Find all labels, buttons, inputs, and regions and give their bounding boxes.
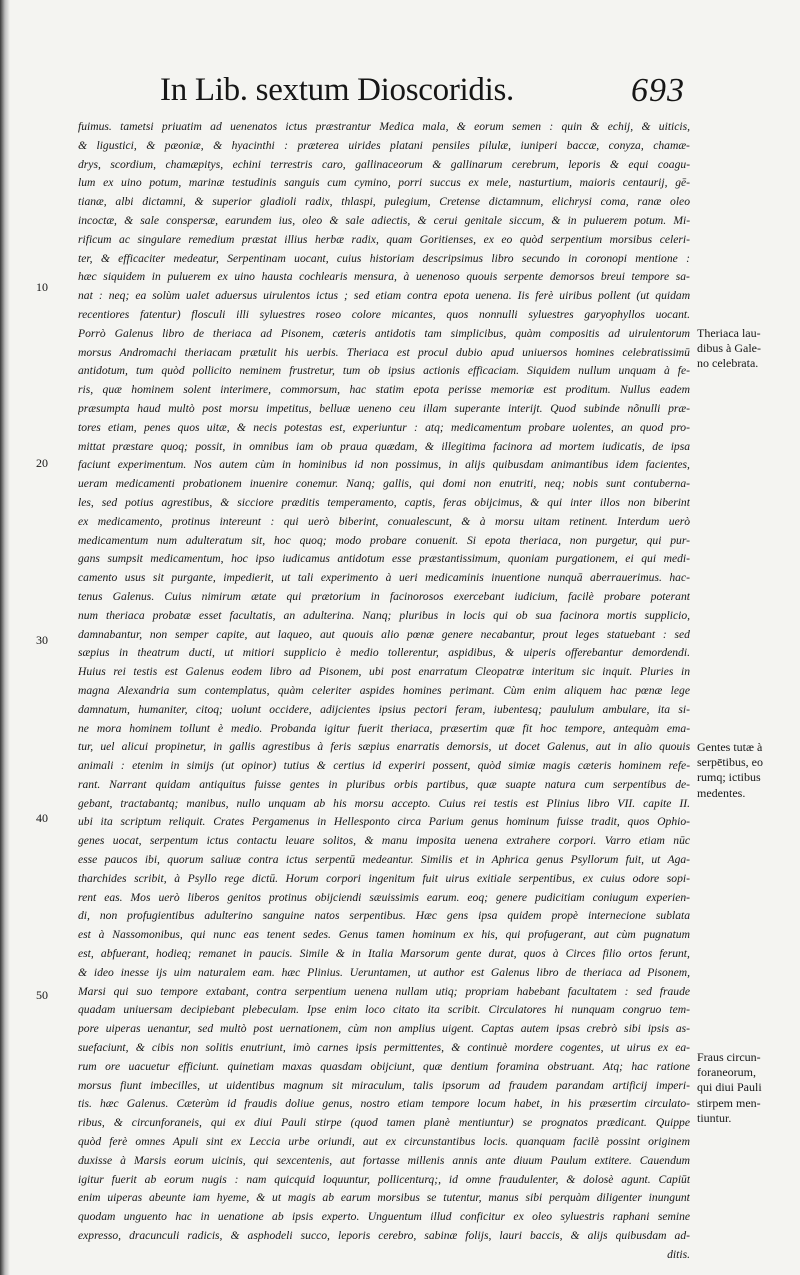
margin-note-line: foraneorum, — [697, 1065, 756, 1080]
page-edge-shadow — [0, 0, 10, 1275]
text-line: ditis. — [667, 1247, 690, 1261]
text-line: & ideo inesse ijs uim naturalem eam. hæc Plinius. Ueruntamen, ut author est Galenus libro de theriaca ad Pisonem, — [78, 965, 690, 979]
page-header — [160, 72, 685, 116]
text-line: Porrò Galenus libro de theriaca ad Pisonem, cæteris antidotis tam simplicibus, quàm compositis ad uirulentorum — [78, 326, 690, 340]
text-line: animali : etenim in simijs (ut opinor) tutius & certius id experiri possent, quòd simiæ magis cæteris hominem refe- — [78, 759, 690, 773]
margin-note-line: serpētibus, eo — [697, 755, 763, 770]
text-line: nat : neq; ea solùm ualet aduersus uirulentos ictus ; sed etiam contra epota uenena. Iis ferè uiribus pollent (ut quidam — [78, 289, 690, 303]
text-line: morsus fiunt imbecilles, ut uidentibus magnum sit miraculum, talis ipsorum ad fraudem parandam artificij imperi- — [78, 1078, 690, 1092]
text-line: ne mora hominem tollunt è medio. Probanda igitur fuerit theriaca, præsertim quæ fit hoc tempore, antequàm ema- — [78, 721, 690, 735]
text-line: rum ore uacuetur efficiunt. quinetiam maxas quasdam obijciunt, quæ dentium foramina obstruant. Atq; hac ratione — [78, 1059, 690, 1073]
line-number-50: 50 — [36, 988, 48, 1002]
text-line: rent eas. Mos uerò liberos genitos protinus obijciendi sæuissimis earum. eoq; genere pudicitiam coniugum experien- — [78, 890, 690, 904]
text-line: duxisse à Marsis eorum uicinis, qui sexcentenis, aut fortasse millenis annis ante diuum Paulum extitere. Cauendum — [78, 1153, 690, 1167]
text-line: enim uiperas abeunte iam hyeme, & ut magis ab earum morsibus se tutentur, manus sibi perquàm diligenter inungunt — [78, 1191, 690, 1205]
text-line: rant. Narrant quidam antiquitus fuisse gentes in pluribus orbis partibus, quæ suapte natura cum serpentibus de- — [78, 777, 690, 791]
page-number: 693 — [631, 72, 685, 109]
text-line: pore uiperas uenantur, sed multò post uernationem, cùm non amplius uigent. Captas autem ipsas crebrò sibi ipsis as- — [78, 1022, 690, 1036]
margin-note-line: medentes. — [697, 785, 746, 800]
text-line: recentiores fatentur) flosculi illi syluestres roseo colore micantes, quos nonnulli syluestres garyophyllos uocant. — [78, 307, 690, 321]
margin-note-line: dibus à Gale- — [697, 341, 761, 356]
text-line: camento usus sit purgante, impedierit, ut tali experimento à ueri medicaminis inuentione nunquā aberrauerimus. hac- — [78, 571, 690, 585]
text-line: gans sumpsit medicamentum, hoc ipso iudicamus antidotum esse præstantissimum, quoniam purgationem, ei qui medi- — [78, 552, 690, 566]
text-line: expresso, dracunculi radicis, & asphodeli succo, leporis cerebro, sabinæ folijs, lauri baccis, & alijs quibusdam ad- — [78, 1229, 690, 1243]
text-line: tenus Galenus. Cuius nimirum ætate qui prætorium in facinorosos exercebant iudicium, facilè probare poterant — [78, 589, 690, 603]
text-line: num theriaca probatæ esset facultatis, an adulterina. Nanq; pluribus in locis qui ob sua facinora mortis supplicio, — [78, 608, 690, 622]
text-line: tianæ, albi dictamni, & superior gladioli radix, thlaspi, pulegium, Cretense dictamnum, elichrysi coma, ranæ oleo — [78, 195, 690, 209]
text-line: quòd ferè omnes Apuli sint ex Leccia urbe oriundi, aut ex circunstantibus locis. quanquam facilè possint originem — [78, 1135, 690, 1149]
text-line: tis. hæc Galenus. Cæterùm id fraudis doliue genus, nostro etiam tempore locum habet, in his præsertim circulato- — [78, 1097, 690, 1111]
text-line: les, sed potius agrestibus, & sicciore præditis temperamento, captis, feras obijcimus, & qui inter illos non biberint — [78, 495, 690, 509]
margin-note-line: Fraus circun- — [697, 1050, 761, 1064]
text-line: tharchides scribit, à Psyllo rege dictū. Horum corpori ingenitum fuit uirus exitiale serpentibus, ex cuius odore sopi- — [78, 871, 690, 885]
margin-note-line: Theriaca lau- — [697, 326, 761, 340]
margin-note-line: stirpem men- — [697, 1095, 761, 1110]
text-line: drys, scordium, chamæpitys, echini terrestris caro, gallinaceorum & gallinarum cerebrum, leporis & equi coagu- — [78, 157, 690, 171]
running-title: In Lib. sextum Dioscoridis. — [160, 72, 514, 108]
text-line: & ligustici, & pæoniæ, & hyacinthi : præterea uirides platani pensiles pilulæ, iuniperi baccæ, conyza, chamæ- — [78, 138, 690, 152]
text-line: antidotum, tum quòd pollicito neminem frustretur, tum ob ipsius actionis efficaciam. Siquidem nullum unquam à fe- — [78, 364, 690, 378]
margin-note-line: tiuntur. — [697, 1110, 732, 1125]
line-number-20: 20 — [36, 456, 48, 470]
text-line: morsus Andromachi theriacam prætulit his uerbis. Theriaca est procul dubio apud uniuersos homines celebratissimū — [78, 345, 690, 359]
text-line: magna Alexandria sum contemplatus, quàm celeriter aspides homines perimant. Cùm enim aliquem hac pœnæ lege — [78, 683, 690, 697]
text-line: mittat præstare quoq; possit, in omnibus iam ob praua quædam, & illegitima facinora ad mortem iudicatis, de ipsa — [78, 439, 690, 453]
text-line: tores etiam, penes quos uitæ, & necis potestas est, experiuntur : atq; medicamentum probare uolentes, an quod pro- — [78, 420, 690, 434]
text-line: ubi ita scriptum reliquit. Crates Pergamenus in Hellesponto circa Parium genus hominum fuisse tradit, quos Ophio- — [78, 815, 690, 829]
text-line: fuimus. tametsi priuatim ad uenenatos ictus præstrantur Medica mala, & eorum semen : quin & echij, & uiticis, — [78, 120, 690, 133]
text-line: faciunt experimentum. Nos autem cùm in hominibus id non possimus, in alijs quibusdam animantibus idem facientes, — [78, 458, 690, 472]
text-line: igitur fuerit ab eorum nugis : nam quicquid loquuntur, pollicenturq;, id omne fraudulenter, & dolosè agunt. Capiūt — [78, 1172, 690, 1186]
text-line: est, abfuerant, hodieq; remanet in paucis. Simile & in Italia Marsorum gente durat, quos à Circes filio ortos ferunt, — [78, 947, 690, 961]
text-line: di, non profugientibus adulterino sanguine natos serpentibus. Hæc gens ipsa quidem propè internecione sublata — [78, 909, 690, 923]
margin-note-theriaca — [697, 326, 787, 372]
text-line: ter, & efficaciter medeatur, Serpentinam uocant, cuius historiam descripsimus libro secundo in coronopi mentione : — [78, 251, 690, 265]
text-line: esse paucos ibi, quorum saliuæ contra ictus serpentū medeantur. Similis et in Aphrica genus Psyllorum fuit, ut Aga- — [78, 853, 690, 867]
text-line: gebant, tractabantq; manibus, nullo unquam ab his morsu accepto. Cuius rei testis est Plinius libro VII. capite II. — [78, 796, 690, 810]
margin-note-line: Gentes tutæ à — [697, 740, 763, 754]
text-line: tur, uel alicui propinetur, in gallis agrestibus à feris sæpius enarratis demorsis, ut docet Galenus, aut in alio quouis — [78, 740, 690, 754]
text-line: suefaciunt, & cibis non solitis enutriunt, imò carnes ipsis permittentes, & continuè mordere cogentes, ut uirus ex ea- — [78, 1041, 690, 1055]
text-line: Huius rei testis est Galenus eodem libro ad Pisonem, ubi post enarratum Cleopatræ interitum sic inquit. Pluries in — [78, 665, 690, 679]
text-line: medicamentum num adulteratum sit, hoc quoq; modo probare conuenit. Si epota theriaca, non purgetur, qui pur- — [78, 533, 690, 547]
text-line: hæc siquidem in puluerem ex uino hausta cochlearis mensura, à uenenoso quouis serpente demorsos breui tempore sa- — [78, 270, 690, 284]
text-line: ueram medicamenti probationem inuenire conemur. Nanq; gallis, qui domi non enutriti, neq; nobis sunt contuberna- — [78, 477, 690, 491]
body-text — [78, 118, 690, 1265]
margin-note-gentes — [697, 740, 787, 801]
text-line: ex medicamento, protinus intereunt : qui uerò biberint, conualescunt, & à morsu uitam retinent. Interdum uerò — [78, 514, 690, 528]
text-line: ribus, & circunforaneis, qui ex diui Pauli stirpe (quod tamen planè mentiuntur) se prognatos prædicant. Quippe — [78, 1116, 690, 1130]
text-line: quodam unguento hac in uenatione ab ipsis experto. Unguentum illud conficitur ex oleo syluestris raphani semine — [78, 1210, 690, 1224]
text-line: rificum ac singulare remedium præstat illius herbæ radix, quam Goritienses, ex eo quòd serpentium morsibus celeri- — [78, 232, 690, 246]
text-line: sæpius in theatrum ducti, ut mitiori supplicio è medio tollerentur, aspidibus, & uiperis offerebantur demordendi. — [78, 646, 690, 660]
line-number-10: 10 — [36, 280, 48, 294]
text-line: est à Nassomonibus, qui nunc eas tenent sedes. Genus tamen hominum ex his, qui profugerant, aut cùm pugnatum — [78, 928, 690, 942]
text-line: genes uocat, serpentum ictus contactu leuare solitos, & manu imposita uenena extrahere corpori. Varro etiam nūc — [78, 834, 690, 848]
text-line: ris, quæ hominem solent interimere, commorsum, hac statim epota perisse memoriæ est proditum. Nullus eadem — [78, 383, 690, 397]
margin-note-fraus — [697, 1050, 787, 1126]
margin-note-line: no celebrata. — [697, 356, 759, 371]
margin-note-line: qui diui Pauli — [697, 1080, 762, 1095]
line-number-40: 40 — [36, 811, 48, 825]
text-line: damnatum, humaniter, citoq; uolunt occidere, adijcientes ipsius pectori feram, iubentesq; paululum ambulare, ita si- — [78, 702, 690, 716]
text-line: damnabantur, non semper capite, aut laqueo, aut quouis alio pœnæ genere necabantur, prout leges statuebant : sed — [78, 627, 690, 641]
text-line: præsumpta haud multò post morsu impetitus, belluæ ueneno ceu illam superante interijt. Quod subinde nõnulli præ- — [78, 401, 690, 415]
text-line: incoctæ, & sale conspersæ, earundem ius, oleo & sale adiectis, & cerui genitale siccum, & in puluerem potum. Mi- — [78, 213, 690, 227]
text-line: lum ex uino potum, marinæ testudinis sanguis cum cymino, porri succus ex mele, nasturtium, maioris centaurij, gē- — [78, 176, 690, 190]
text-line: quadam uniuersam decipiebant plebeculam. Ipse enim loco citato ita scribit. Circulatores hi nunquam congruo tem- — [78, 1003, 690, 1017]
line-number-30: 30 — [36, 633, 48, 647]
text-line: Marsi qui suo tempore extabant, contra serpentium uenena nullam utiq; propriam habebant facultatem : sed fraude — [78, 984, 690, 998]
margin-note-line: rumq; ictibus — [697, 770, 761, 785]
